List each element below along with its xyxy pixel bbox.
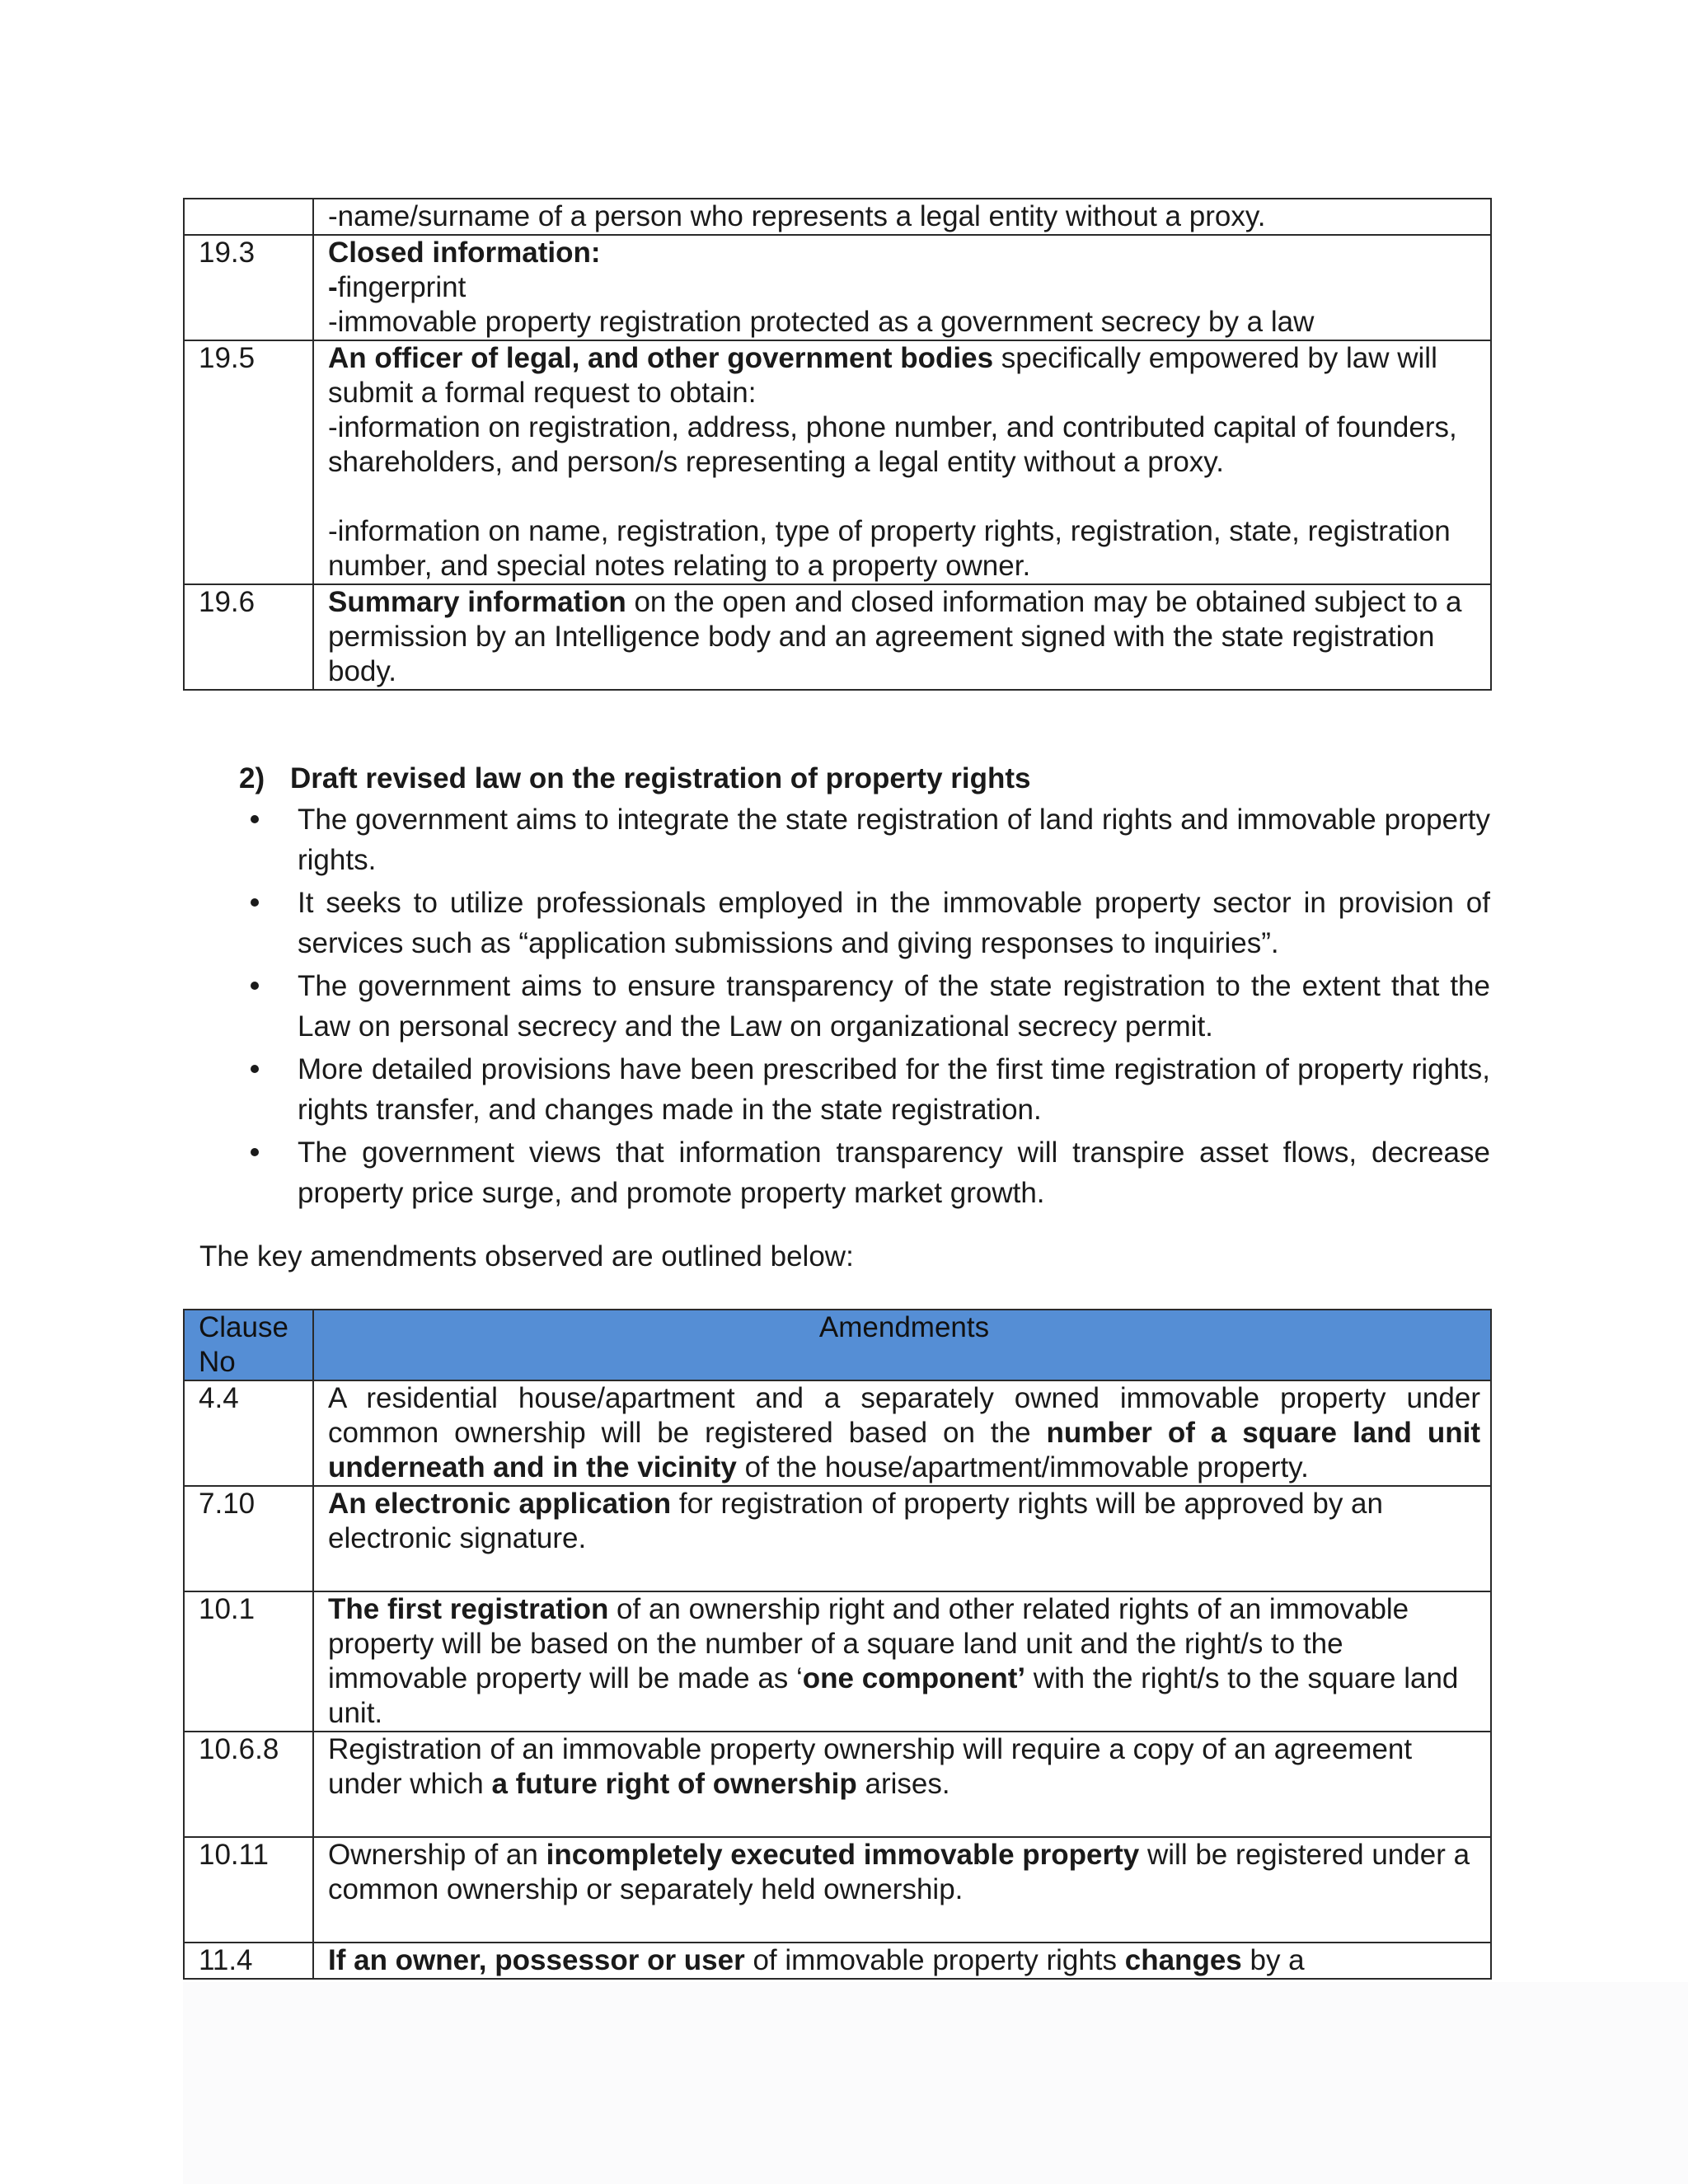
table-row	[184, 1943, 1491, 1979]
amendment-text	[328, 1943, 1480, 1978]
description-line: -immovable property registration protected as a government secrecy by a law	[328, 306, 1315, 338]
amendment-text	[328, 1838, 1480, 1907]
plain-text: of an ownership right and other related rights of an immovable property will be based on the number of a square land unit and the right/s to the immovable property will be made as ‘	[328, 1593, 1409, 1694]
list-item	[239, 966, 1490, 1047]
section-heading	[239, 762, 1030, 796]
bullet-icon	[251, 1065, 259, 1073]
plain-text: Registration of an immovable property ownership will require a copy of an agreement under which	[328, 1733, 1413, 1800]
list-item	[239, 1049, 1490, 1130]
description-line: -name/surname of a person who represents a legal entity without a proxy.	[328, 200, 1266, 232]
bold-text: number of a square land unit underneath and in the vicinity	[328, 1417, 1481, 1483]
clause-cell: 10.6.8	[184, 1732, 313, 1837]
list-item	[239, 799, 1490, 880]
table-row	[184, 199, 1491, 235]
clause-cell: 7.10	[184, 1486, 313, 1591]
list-item-text: The government aims to ensure transparency of the state registration to the extent that the Law on personal secrecy and the Law on organizational secrecy permit.	[298, 970, 1490, 1043]
amendments-intro: The key amendments observed are outlined below:	[199, 1240, 854, 1272]
clause-cell: 11.4	[184, 1943, 313, 1979]
amendment-text	[328, 1487, 1480, 1556]
description-line	[328, 585, 1480, 689]
section-title: Draft revised law on the registration of property rights	[290, 762, 1031, 794]
plain-text: Ownership of an	[328, 1839, 546, 1871]
amendment-cell	[313, 1591, 1491, 1732]
amendments-table	[183, 1309, 1492, 1980]
table-row	[184, 340, 1491, 584]
list-item-text: The government aims to integrate the state registration of land rights and immovable property rights.	[298, 804, 1490, 876]
description-line: -information on registration, address, phone number, and contributed capital of founders, shareholders, and person/s representing a legal entity without a proxy.	[328, 411, 1457, 478]
description-cell	[313, 235, 1491, 340]
plain-text: on the open and closed information may be obtained subject to a permission by an Intelligence body and an agreement signed with the state registration body.	[328, 586, 1462, 687]
bullet-icon	[251, 982, 259, 990]
amendment-cell	[313, 1380, 1491, 1486]
list-item-text: More detailed provisions have been prescribed for the first time registration of property rights, rights transfer, and changes made in the state registration.	[298, 1053, 1490, 1126]
clause-cell: 19.5	[184, 340, 313, 584]
list-item-text: The government views that information transparency will transpire asset flows, decrease property price surge, and promote property market growth.	[298, 1137, 1490, 1209]
bullet-icon	[251, 898, 259, 907]
column-header-amendments: Amendments	[313, 1310, 1491, 1380]
bold-text: The first registration	[328, 1593, 609, 1625]
bold-text: incompletely executed immovable property	[546, 1839, 1140, 1871]
bold-text: An officer of legal, and other government bodies	[328, 342, 994, 374]
bold-text: changes	[1124, 1944, 1242, 1976]
bold-text: -	[328, 271, 338, 303]
bold-text: a future right of ownership	[491, 1768, 857, 1800]
blank-line	[328, 1907, 1480, 1942]
description-line	[328, 270, 1480, 305]
plain-text: will be registered under a common ownership or separately held ownership.	[328, 1839, 1470, 1905]
list-item	[239, 1132, 1490, 1213]
plain-text: specifically empowered by law will submit a formal request to obtain:	[328, 342, 1437, 409]
bullet-icon	[251, 1148, 259, 1156]
plain-text: of immovable property rights	[744, 1944, 1125, 1976]
blank-line	[328, 1556, 1480, 1591]
clause-cell: 19.3	[184, 235, 313, 340]
bold-text: An electronic application	[328, 1488, 672, 1520]
bold-text: one component’	[802, 1662, 1026, 1694]
table-row	[184, 1837, 1491, 1943]
table-row	[184, 1732, 1491, 1837]
clause-cell: 10.11	[184, 1837, 313, 1943]
description-line: -information on name, registration, type of property rights, registration, state, registration number, and special notes relating to a property owner.	[328, 515, 1451, 582]
bold-text: Closed information:	[328, 237, 601, 269]
clause-cell: 10.1	[184, 1591, 313, 1732]
table-row	[184, 584, 1491, 690]
table-row	[184, 1486, 1491, 1591]
amendment-text	[328, 1592, 1480, 1731]
column-header-clause: Clause No	[184, 1310, 313, 1380]
description-line	[328, 341, 1480, 410]
amendment-cell	[313, 1837, 1491, 1943]
bold-text: If an owner, possessor or user	[328, 1944, 745, 1976]
amendment-text	[328, 1381, 1480, 1485]
section-number: 2)	[239, 762, 265, 794]
list-item-text: It seeks to utilize professionals employed in the immovable property sector in provision of services such as “application submissions and giving responses to inquiries”.	[298, 887, 1490, 959]
amendment-cell	[313, 1943, 1491, 1979]
page-bottom-shade	[183, 1982, 1688, 2184]
blank-line	[328, 1802, 1480, 1836]
table-row	[184, 1380, 1491, 1486]
amendment-text	[328, 1732, 1480, 1802]
plain-text: arises.	[856, 1768, 950, 1800]
plain-text: A residential house/apartment and a separately owned immovable property under common ownership will be registered based on the	[328, 1382, 1480, 1449]
plain-text: with the right/s to the square land unit.	[328, 1662, 1459, 1729]
table-row	[184, 1591, 1491, 1732]
description-cell	[313, 584, 1491, 690]
plain-text: for registration of property rights will be approved by an electronic signature.	[328, 1488, 1383, 1554]
list-item	[239, 883, 1490, 963]
bullet-icon	[251, 815, 259, 823]
amendment-cell	[313, 1732, 1491, 1837]
table-header-row	[184, 1310, 1491, 1380]
bold-text: Summary information	[328, 586, 626, 618]
plain-text: by a	[1241, 1944, 1305, 1976]
clause-cell	[184, 199, 313, 235]
description-cell	[313, 199, 1491, 235]
blank-line	[328, 480, 1480, 514]
amendment-cell	[313, 1486, 1491, 1591]
table-row	[184, 235, 1491, 340]
clause-cell: 19.6	[184, 584, 313, 690]
clause-cell: 4.4	[184, 1380, 313, 1486]
bullet-list	[239, 799, 1490, 1216]
plain-text: of the house/apartment/immovable property.	[736, 1451, 1309, 1483]
plain-text: fingerprint	[337, 271, 467, 303]
description-line	[328, 236, 1480, 270]
registration-info-table	[183, 198, 1492, 691]
description-cell	[313, 340, 1491, 584]
